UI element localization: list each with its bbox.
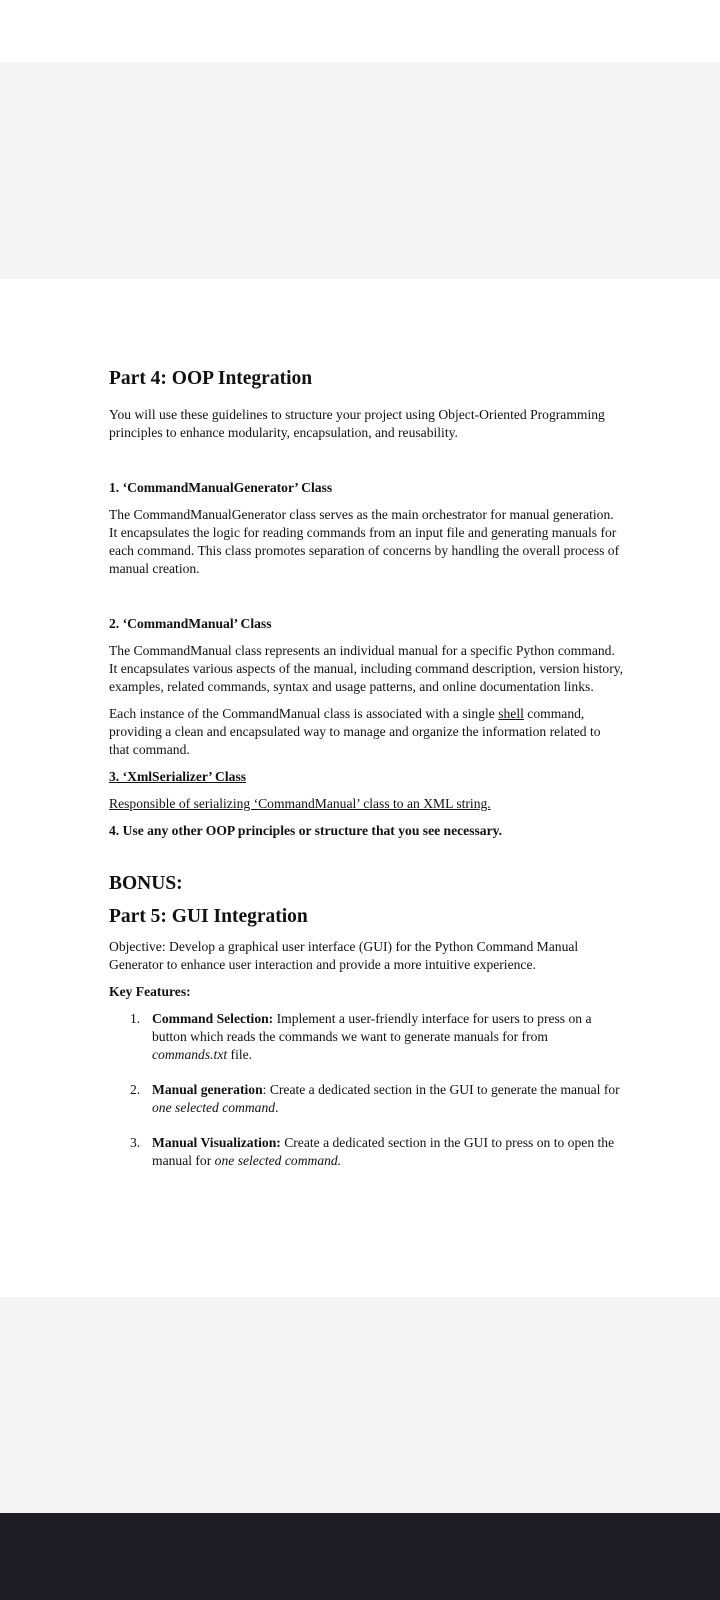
- bonus-label: BONUS:: [109, 873, 183, 894]
- feature-item: [109, 1081, 624, 1117]
- section3-body: Responsible of serializing ‘CommandManual’ class to an XML string.: [109, 796, 491, 811]
- feature-text: Implement a user-friendly interface for users to press on a button which reads the commands we want to generate manuals for from: [152, 1011, 592, 1044]
- feature-text-end: file.: [227, 1047, 253, 1062]
- bottom-gray-band: [0, 1297, 720, 1513]
- feature-number: 3.: [130, 1135, 141, 1150]
- section4-heading: 4. Use any other OOP principles or structure that you see necessary.: [109, 823, 503, 838]
- part5-title: Part 5: GUI Integration: [109, 906, 308, 927]
- part4-intro: You will use these guidelines to structure your project using Object-Oriented Programming principles to enhance modularity, encapsulation, and reusability.: [109, 407, 605, 440]
- feature-title: Command Selection:: [152, 1011, 274, 1026]
- feature-number: 1.: [130, 1011, 141, 1026]
- feature-number: 2.: [130, 1082, 141, 1097]
- footer-bar: [0, 1513, 720, 1600]
- feature-text-italic: one selected command: [152, 1100, 276, 1115]
- key-features-list: [109, 1010, 624, 1170]
- feature-text-italic: one selected command.: [214, 1153, 342, 1168]
- feature-text: : Create a dedicated section in the GUI to generate the manual for: [262, 1082, 620, 1097]
- feature-item: [109, 1134, 624, 1170]
- section3-heading: 3. ‘XmlSerializer’ Class: [109, 769, 247, 784]
- feature-item: [109, 1010, 624, 1064]
- section2-body: The CommandManual class represents an individual manual for a specific Python command. It encapsulates various aspects of the manual, including command description, version history, examples, related commands, syntax and usage patterns, and online documentation links.: [109, 643, 624, 694]
- top-gray-band: [0, 62, 720, 279]
- shell-link: shell: [498, 706, 524, 721]
- section1-heading: 1. ‘CommandManualGenerator’ Class: [109, 480, 333, 495]
- feature-text-end: .: [275, 1100, 279, 1115]
- feature-title: Manual generation: [152, 1082, 263, 1097]
- feature-text-italic: commands.txt: [152, 1047, 228, 1062]
- feature-title: Manual Visualization:: [152, 1135, 281, 1150]
- section1-body: The CommandManualGenerator class serves as the main orchestrator for manual generation. It encapsulates the logic for reading commands from an input file and generating manuals for each command. This class promotes separation of concerns by handling the overall process of manual creation.: [109, 507, 620, 576]
- section2-body-2: [109, 705, 624, 759]
- part5-objective: Objective: Develop a graphical user interface (GUI) for the Python Command Manual Generator to enhance user interaction and provide a more intuitive experience.: [109, 939, 579, 972]
- document-page: [109, 367, 624, 1170]
- section2-body-2-after: command, providing a clean and encapsulated way to manage and organize the information related to that command.: [109, 706, 601, 757]
- section2-body-2-before: Each instance of the CommandManual class is associated with a single: [109, 706, 499, 721]
- feature-text: Create a dedicated section in the GUI to press on to open the manual for: [152, 1135, 615, 1168]
- section2-heading: 2. ‘CommandManual’ Class: [109, 616, 272, 631]
- key-features-label: Key Features:: [109, 984, 191, 999]
- part4-title: Part 4: OOP Integration: [109, 368, 313, 389]
